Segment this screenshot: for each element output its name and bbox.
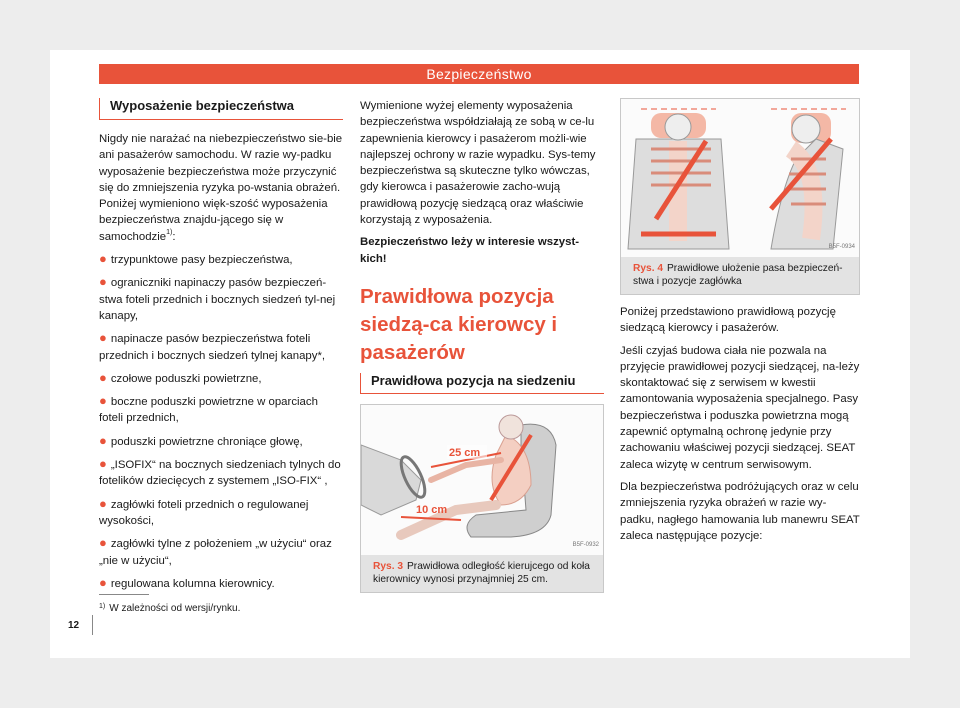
paragraph: Wymienione wyżej elementy wyposażenia bezpieczeństwa współdziałają ze sobą w ce-lu zapewnienia kierowcy i pasażerom możli-wie najlepszej ochrony w razie wypadku. Sys-temy bezpieczeństwa są skuteczne tylko wówczas, gdy kierowca i pasażerowie zacho-wują prawidłową pozycję siedzącą oraz właściwie korzystają z wyposażenia. bbox=[360, 100, 596, 227]
list-item: ● poduszki powietrzne chroniące głowę, bbox=[99, 432, 303, 448]
figure-number: Rys. 3 bbox=[373, 560, 404, 572]
page-number-divider bbox=[92, 615, 93, 635]
paragraph: Dla bezpieczeństwa podróżujących oraz w celu zmniejszenia ryzyka obrażeń w razie wy-padku, nagłego hamowania lub manewru SEAT zaleca następujące pozycje: bbox=[620, 480, 860, 542]
safety-equipment-list bbox=[99, 251, 343, 592]
bullet-icon: ● bbox=[99, 456, 107, 472]
figure-caption: Rys. 4 Prawidłowe ułożenie pasa bezpieczeń-stwa i pozycje zagłówka bbox=[621, 257, 859, 294]
column-right bbox=[620, 98, 860, 550]
paragraph: Poniżej przedstawiono prawidłową pozycję siedzącą kierowcy i pasażerów. bbox=[620, 306, 836, 335]
distance-label-10: 10 cm bbox=[416, 503, 448, 516]
bullet-icon: ● bbox=[99, 432, 107, 448]
figure-driver-position bbox=[360, 404, 604, 593]
list-item: ● ograniczniki napinaczy pasów bezpieczeń-stwa foteli przednich i bocznych siedzeń tyl-nej kanapy, bbox=[99, 274, 336, 322]
bullet-icon: ● bbox=[99, 495, 107, 511]
driver-seat-drawing bbox=[361, 405, 603, 555]
list-item: ● czołowe poduszki powietrzne, bbox=[99, 369, 262, 385]
belt-headrest-drawing bbox=[621, 99, 859, 257]
bullet-icon: ● bbox=[99, 330, 107, 346]
footnote-divider bbox=[99, 594, 149, 595]
list-item: ● regulowana kolumna kierownicy. bbox=[99, 574, 275, 590]
intro-paragraph: Nigdy nie narażać na niebezpieczeństwo sie-bie ani pasażerów samochodu. W razie wy-padku wyposażenie bezpieczeństwa może przyczynić się do zmniejszenia ryzyka po-wstania obrażeń. Poniżej wymieniono więk-szość wyposażenia bezpieczeństwa znajdu-jącego się w samochodzie$^{1)}$: bbox=[99, 133, 343, 243]
emphasis-paragraph: Bezpieczeństwo leży w interesie wszyst-kich! bbox=[360, 236, 580, 265]
chapter-title: Prawidłowa pozycja siedzą-ca kierowcy i pasażerów bbox=[360, 284, 558, 364]
footnote: $^{1)}$ W zależności od wersji/rynku. bbox=[99, 603, 241, 614]
figure-number: Rys. 4 bbox=[633, 263, 664, 274]
distance-label-25: 25 cm bbox=[449, 446, 481, 459]
bullet-icon: ● bbox=[99, 251, 107, 267]
list-item: ● „ISOFIX“ na bocznych siedzeniach tylnych do fotelików dziecięcych z systemem „ISO-FIX“ , bbox=[99, 456, 341, 488]
list-item: ● zagłówki tylne z położeniem „w użyciu“ oraz „nie w użyciu“, bbox=[99, 535, 332, 567]
list-item: ● boczne poduszki powietrzne w oparciach foteli przednich, bbox=[99, 393, 318, 425]
footnote-ref: 1) bbox=[166, 228, 173, 236]
manual-page bbox=[50, 50, 910, 658]
bullet-icon: ● bbox=[99, 274, 107, 290]
bullet-icon: ● bbox=[99, 393, 107, 409]
column-middle bbox=[360, 98, 604, 593]
page-number: 12 bbox=[68, 620, 80, 631]
list-item: ● zagłówki foteli przednich o regulowanej wysokości, bbox=[99, 495, 309, 527]
driver-seat-illustration bbox=[361, 405, 603, 555]
figure-code: B5F-0934 bbox=[828, 243, 855, 250]
paragraph: Jeśli czyjaś budowa ciała nie pozwala na przyjęcie prawidłowej pozycji siedzącej, na-leży skontaktować się z serwisem w kwestii zamontowania wyposażenia specjalnego. Pasy bezpieczeństwa i poduszka powietrzna mogą zapewnić optymalną ochronę jedynie przy zachowaniu właściwej pozycji siedzącej. SEAT zaleca wizytę w centrum serwisowym. bbox=[620, 344, 860, 471]
chapter-header: Bezpieczeństwo bbox=[99, 64, 859, 84]
belt-headrest-illustration bbox=[621, 99, 859, 257]
footnote-mark: 1) bbox=[99, 603, 106, 610]
bullet-icon: ● bbox=[99, 535, 107, 551]
subsection-title: Prawidłowa pozycja na siedzeniu bbox=[360, 373, 604, 394]
bullet-icon: ● bbox=[99, 369, 107, 385]
figure-belt-headrest bbox=[620, 98, 860, 295]
bullet-icon: ● bbox=[99, 574, 107, 590]
figure-code: B5F-0932 bbox=[572, 541, 599, 548]
column-left bbox=[99, 98, 343, 598]
figure-caption: Rys. 3 Prawidłowa odległość kierujcego od koła kierownicy wynosi przynajmniej 25 cm. bbox=[361, 555, 603, 592]
list-item: ● trzypunktowe pasy bezpieczeństwa, bbox=[99, 251, 293, 267]
section-title: Wyposażenie bezpieczeństwa bbox=[99, 98, 343, 120]
list-item: ● napinacze pasów bezpieczeństwa foteli przednich i bocznych siedzeń tylnej kanapy*, bbox=[99, 330, 326, 362]
